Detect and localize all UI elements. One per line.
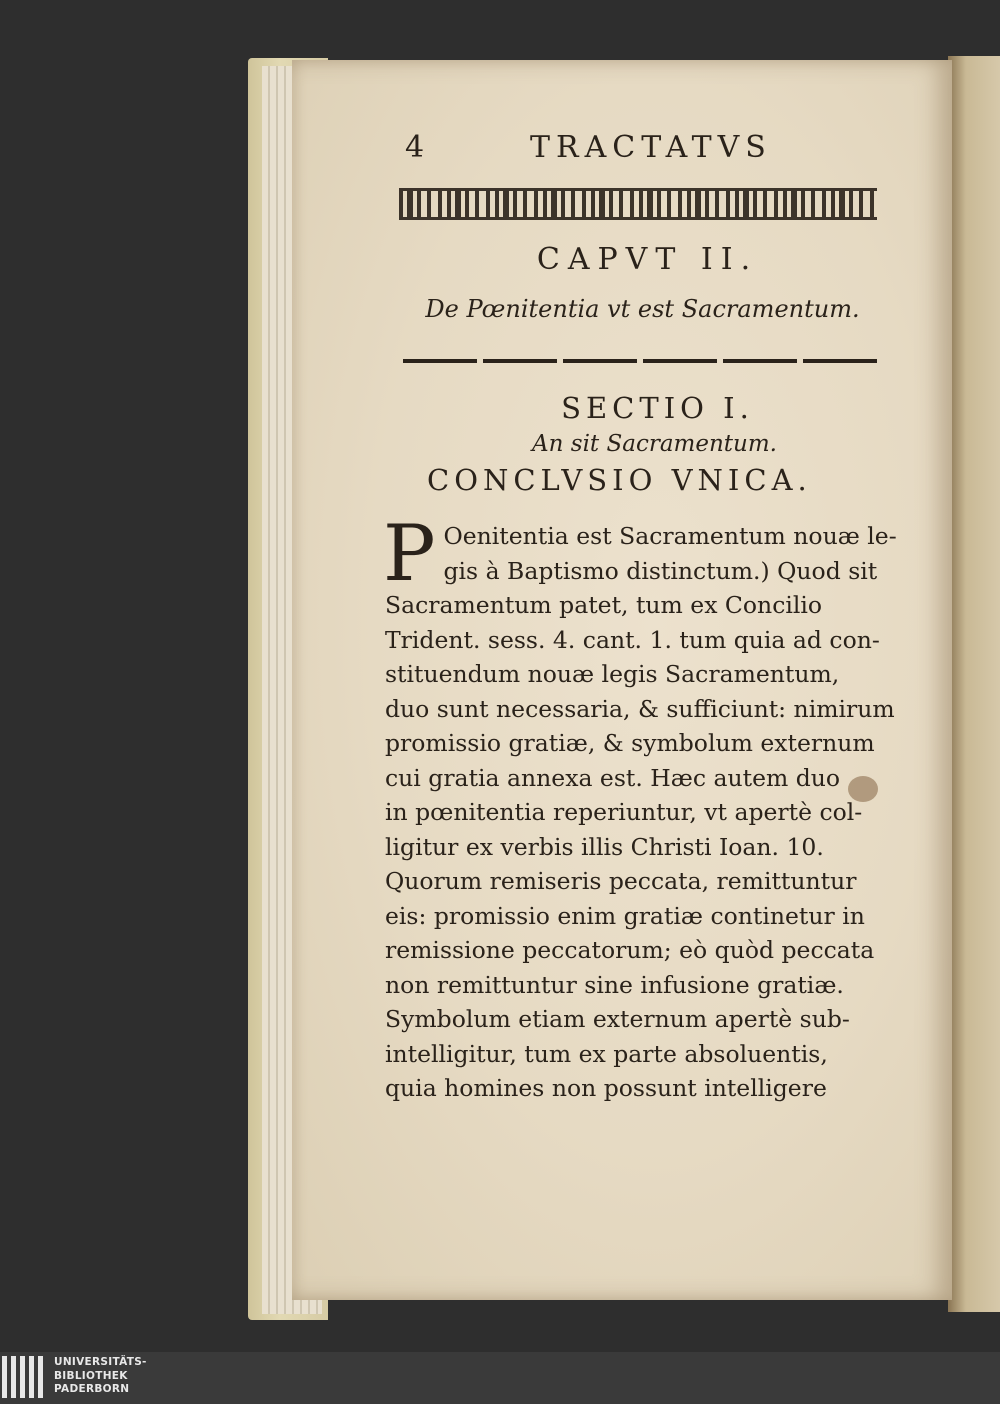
ornament-band [399,188,877,220]
body-line: non remittuntur sine infusione gratiæ. [385,970,844,999]
body-line: Oenitentia est Sacramentum nouæ le- [443,522,897,550]
chapter-heading: CAPVT II. [536,242,759,277]
facing-page-edge [948,56,1000,1312]
library-name [54,1356,147,1397]
library-logo-icon [2,1356,46,1398]
body-line: Trident. sess. 4. cant. 1. tum quia ad con- [385,625,880,654]
body-line: Sacramentum patet, tum ex Concilio [385,591,823,619]
library-name-line: UNIVERSITÄTS- [54,1356,147,1368]
section-heading: SECTIO I. [561,391,754,425]
drop-cap: P [383,509,436,599]
page-number: 4 [405,130,431,165]
body-line: quia homines non possunt intelligere [385,1074,827,1102]
running-head [385,130,880,174]
running-title: TRACTATVS [530,130,772,165]
divider-rule [403,359,881,363]
page-content [383,130,897,1106]
body-line: Quorum remiseris peccata, remittuntur [385,867,857,895]
body-line: stituendum nouæ legis Sacramentum, [385,660,840,688]
body-line: cui gratia annexa est. Hæc autem duo [385,763,841,792]
body-line: promissio gratiæ, & symbolum externum [385,729,875,757]
library-name-line: BIBLIOTHEK [54,1369,128,1382]
body-line: remissione peccatorum; eò quòd peccata [385,936,875,964]
body-line: in pœnitentia reperiuntur, vt apertè col- [385,798,863,826]
section-question: An sit Sacramentum. [532,431,777,457]
body-text [383,509,897,1106]
body-line: eis: promissio enim gratiæ continetur in [385,901,865,930]
body-line: intelligitur, tum ex parte absoluentis, [385,1039,828,1068]
body-line: gis à Baptismo distinctum.) Quod sit [443,556,878,585]
library-name-line: PADERBORN [54,1383,130,1395]
body-line: ligitur ex verbis illis Christi Ioan. 10. [385,832,824,861]
conclusion-heading: CONCLVSIO VNICA. [427,463,812,497]
library-footer [0,1352,1000,1404]
body-line: Symbolum etiam externum apertè sub- [385,1005,850,1033]
body-line: duo sunt necessaria, & sufficiunt: nimirum [385,694,895,723]
chapter-subtitle: De Pœnitentia vt est Sacramentum. [425,295,860,323]
